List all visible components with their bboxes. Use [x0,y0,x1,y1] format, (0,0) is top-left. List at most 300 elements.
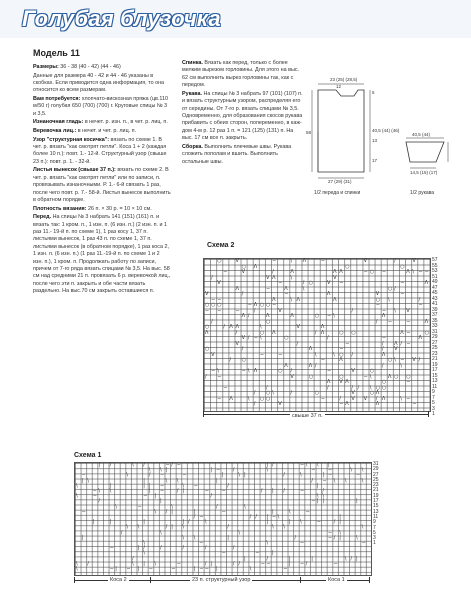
stitch-symbol: \ [400,362,402,369]
stitch-symbol: \ [314,351,317,358]
stitch-symbol: − [328,529,333,536]
stitch-symbol: / [253,401,256,407]
stitch-symbol: / [339,395,341,402]
stitch-symbol: \ [154,560,157,567]
stitch-symbol: \ [259,335,262,341]
stitch-symbol: Λ [229,324,233,330]
stitch-symbol: \ [300,472,302,479]
schematic-label: 40,5 (44) (46) [372,128,400,133]
stitch-symbol: | [216,566,218,572]
stitch-symbol: \ [333,351,335,358]
stitch-symbol: ○ [369,368,375,374]
stitch-symbol: \ [394,307,396,314]
row-number: 31 [373,461,379,467]
stitch-symbol: | [193,508,196,515]
stitch-symbol: | [137,545,140,552]
stitch-symbol: − [388,318,393,325]
stitch-symbol: | [339,519,341,526]
scheme-2-row-numbers [432,258,450,418]
stitch-symbol: V [278,401,282,407]
stitch-symbol: Λ [235,285,239,292]
stitch-symbol: \ [176,477,179,484]
stitch-symbol: ○ [205,346,210,352]
stitch-symbol: | [272,550,274,557]
stitch-symbol: ○ [284,335,289,341]
stitch-symbol: \ [302,285,305,292]
stitch-symbol: − [406,395,411,402]
stitch-symbol: \ [109,488,112,494]
stitch-symbol: ○ [266,318,271,325]
stitch-symbol: | [109,519,112,526]
stitch-symbol: ○ [308,373,314,380]
instruction-paragraph [182,60,304,90]
instruction-heading: Вам потребуется: [33,96,81,102]
model-heading: Модель 11 [33,48,80,58]
stitch-symbol: / [266,384,268,391]
stitch-symbol: / [241,291,244,297]
instruction-text: хлопчато-вискозная пряжа (цв.110 м/50 г) голубая 650 (700) (700) г. Круговые спицы № 3 и 3,5. [33,96,168,117]
stitch-symbol: \ [272,524,274,531]
stitch-symbol: V [333,274,337,281]
stitch-symbol: / [143,462,145,468]
stitch-symbol: / [322,488,325,494]
stitch-symbol: \ [259,324,262,330]
row-number: 1 [373,540,376,547]
stitch-symbol: Λ [424,280,429,286]
stitch-symbol: − [327,313,332,319]
stitch-symbol: − [235,307,240,314]
stitch-symbol: \ [288,508,291,515]
stitch-symbol: Λ [375,401,380,407]
stitch-symbol: − [221,488,226,494]
instruction-text: Вязать как перед, только с более мелким вырезом горловины. Для этого на выс. 62 см выполнить вырез горловины так, как с передом. [182,60,300,89]
stitch-symbol: / [381,362,384,369]
stitch-symbol: | [311,555,313,562]
row-number: 13 [373,508,379,515]
stitch-symbol: Λ [394,340,398,347]
scheme-1-grid [74,462,372,576]
stitch-symbol: \ [277,514,280,520]
stitch-symbol: ○ [351,329,356,336]
stitch-symbol: / [400,340,402,347]
stitch-symbol: − [205,307,210,314]
stitch-symbol: \ [182,482,185,489]
stitch-symbol: \ [305,462,308,468]
row-number: 45 [432,290,438,296]
stitch-symbol: / [188,519,190,526]
stitch-symbol: | [143,519,145,526]
scheme-2-bracket-tick [203,411,204,417]
instruction-paragraph [33,214,171,295]
stitch-symbol: ○ [314,390,320,396]
stitch-symbol: − [266,285,271,292]
instruction-heading: Размеры: [33,64,59,70]
stitch-symbol: | [339,534,341,541]
stitch-symbol: | [193,566,196,572]
stitch-symbol: − [363,373,368,380]
stitch-symbol: − [160,482,165,489]
stitch-symbol: \ [361,524,364,531]
stitch-symbol: / [98,498,101,505]
stitch-symbol: Λ [333,269,337,275]
stitch-symbol: Λ [381,351,386,358]
stitch-symbol: ○ [345,263,350,270]
stitch-symbol: / [255,514,257,520]
stitch-symbol: − [211,368,216,374]
stitch-symbol: ○ [369,390,375,396]
stitch-symbol: | [288,519,291,526]
stitch-symbol: | [81,534,84,541]
stitch-symbol: − [216,467,221,474]
stitch-symbol: ○ [259,395,265,402]
stitch-symbol: ○ [241,263,246,270]
stitch-symbol: − [272,514,277,520]
stitch-symbol: / [283,488,285,494]
row-number: 23 [432,350,438,357]
row-number: 19 [373,492,379,499]
stitch-symbol: \ [283,524,285,531]
instruction-heading: Узор "структурная косичка": [33,136,110,143]
schematic-label: 14,5 (15) (17) [410,170,438,175]
stitch-symbol: \ [165,477,168,484]
stitch-symbol: / [394,258,396,264]
row-number: 49 [432,279,438,285]
stitch-symbol: − [356,472,361,479]
stitch-symbol: − [182,472,187,479]
stitch-symbol: − [176,462,181,468]
stitch-symbol: | [148,482,151,489]
schematic-label: 17 [372,158,378,163]
stitch-symbol: / [223,324,225,330]
stitch-symbol: V [241,335,246,341]
stitch-symbol: − [278,351,283,358]
row-number: 29 [432,334,438,340]
stitch-symbol: / [205,373,207,380]
stitch-symbol: V [375,291,380,297]
stitch-symbol: \ [76,560,78,567]
stitch-symbol: Λ [327,379,331,385]
stitch-symbol: \ [316,462,319,468]
stitch-symbol: / [333,519,336,526]
stitch-symbol: V [351,395,355,402]
stitch-symbol: − [339,280,344,286]
stitch-symbol: / [302,280,305,286]
stitch-symbol: V [266,274,270,281]
scheme-1-caption-center: 23 п. структурный узор [192,577,251,583]
stitch-symbol: \ [400,395,402,402]
stitch-symbol: \ [143,540,145,546]
row-number: 7 [373,524,376,531]
row-number: 11 [432,383,438,390]
stitch-symbol: \ [204,519,207,526]
stitch-symbol: − [199,514,204,520]
stitch-symbol: \ [132,462,134,468]
stitch-symbol: | [160,498,162,505]
row-number: 51 [432,273,438,280]
schematic-label: 13 [372,138,378,143]
stitch-symbol: \ [333,477,336,484]
stitch-symbol: / [176,488,179,494]
stitch-symbol: \ [126,524,129,531]
stitch-symbol: ○ [259,302,265,308]
scheme-2-title: Схема 2 [207,242,235,249]
instructions-column-2 [182,60,304,167]
stitch-symbol: / [165,524,168,531]
stitch-symbol: \ [76,493,78,500]
instruction-heading: Сборка. [182,143,203,150]
stitch-symbol: − [176,560,181,567]
instruction-heading: Изнаночная гладь: [33,119,84,126]
instruction-paragraph [33,128,171,135]
stitch-symbol: ○ [406,373,411,380]
stitch-symbol: ○ [375,384,381,391]
stitch-symbol: Λ [418,335,422,341]
row-number: 41 [432,301,438,307]
stitch-symbol: − [165,462,170,468]
stitch-symbol: Λ [339,357,343,363]
stitch-symbol: Λ [327,291,331,297]
stitch-symbol: | [210,467,213,474]
stitch-symbol: − [406,318,411,325]
stitch-symbol: Λ [284,362,288,369]
stitch-symbol: V [241,269,246,275]
stitch-symbol: − [255,550,260,557]
stitch-symbol: − [199,540,204,546]
stitch-symbol: Λ [345,379,349,385]
stitch-symbol: \ [339,529,341,536]
stitch-symbol: − [300,462,305,468]
stitch-symbol: Λ [302,258,307,264]
scheme-1-bracket-tick [369,577,370,583]
stitch-symbol: / [418,357,421,363]
stitch-symbol: / [272,462,274,468]
row-number: 17 [432,367,438,373]
stitch-symbol: \ [76,566,78,572]
stitch-symbol: / [210,493,213,500]
scheme-1-caption-right: Коса 1 [328,577,345,583]
stitch-symbol: | [356,555,358,562]
stitch-symbol: / [238,560,241,567]
stitch-symbol: | [288,555,291,562]
stitch-symbol: − [137,503,142,510]
row-number: 5 [432,400,435,406]
stitch-symbol: V [211,351,215,358]
instruction-text: в нечет. и чет. р. лиц. п. [76,128,137,134]
stitch-symbol: Λ [381,313,386,319]
stitch-symbol: \ [160,529,162,536]
stitch-symbol: \ [344,555,347,562]
stitch-symbol: | [143,560,145,567]
row-number: 57 [432,257,438,263]
stitch-symbol: − [305,508,310,515]
instruction-paragraph [33,119,171,126]
row-number: 21 [432,356,438,362]
stitch-symbol: Λ [381,395,386,402]
stitch-symbol: / [148,472,151,479]
stitch-symbol: | [322,472,325,479]
instruction-text: Данные для размера 40 - 42 и 44 - 46 указаны в скобках. Если приводится одна информация, то она относится ко всем размерам. [33,72,165,94]
stitch-symbol: \ [361,467,364,474]
stitch-symbol: / [216,503,218,510]
stitch-symbol: Λ [296,296,300,303]
stitch-symbol: ○ [314,313,320,319]
stitch-symbol: / [160,545,162,552]
stitch-symbol: | [227,534,229,541]
stitch-symbol: \ [238,529,241,536]
stitch-symbol: Λ [253,263,258,270]
stitch-symbol: / [204,560,207,567]
stitch-symbol: / [351,351,354,358]
instruction-heading: Веревочка лиц.: [33,128,77,134]
stitch-symbol: Λ [406,269,410,275]
stitch-symbol: \ [356,534,358,541]
stitch-symbol: − [221,508,226,515]
stitch-symbol: ○ [339,373,344,380]
stitch-symbol: ○ [424,329,429,336]
stitch-symbol: V [351,390,355,396]
stitch-symbol: \ [193,534,196,541]
stitch-symbol: \ [333,313,335,319]
stitch-symbol: ○ [400,263,405,270]
stitch-symbol: Λ [339,269,343,275]
stitch-symbol: − [81,472,86,479]
stitch-symbol: − [320,258,326,264]
instruction-text: 36 - 38 (40 - 42) (44 - 46) [58,64,121,70]
stitch-symbol: − [199,566,204,572]
stitch-symbol: − [266,560,271,567]
stitch-symbol: \ [350,467,353,474]
schematic-label: 23 (25) (28,5) [330,77,358,82]
stitch-symbol: | [148,488,151,494]
stitch-symbol: V [363,395,368,402]
stitch-symbol: \ [412,269,415,275]
stitch-symbol: / [253,307,256,314]
stitch-symbol: / [305,560,308,567]
stitch-symbol: − [381,269,387,275]
stitch-symbol: − [320,357,326,363]
stitch-symbol: Λ [253,368,258,374]
stitch-symbol: | [137,566,140,572]
instruction-paragraph [33,64,171,71]
instruction-paragraph [33,73,171,95]
stitch-symbol: \ [171,503,173,510]
stitch-symbol: / [351,307,354,314]
row-number: 35 [432,317,438,324]
stitch-symbol: − [333,560,338,567]
row-number: 9 [432,389,435,395]
row-number: 7 [432,394,435,401]
stitch-symbol: V [205,291,209,297]
stitch-symbol: ○ [217,302,222,308]
stitch-symbol: | [182,519,185,526]
scheme-1-bracket-tick [150,577,151,583]
stitch-symbol: Λ [388,373,392,380]
stitch-symbol: | [266,519,269,526]
stitch-symbol: \ [290,296,293,303]
stitch-symbol: V [296,324,300,330]
stitch-symbol: \ [369,373,372,380]
stitch-symbol: / [211,318,213,325]
stitch-symbol: | [92,519,95,526]
stitch-symbol: / [314,329,317,336]
scheme-1-row-numbers [373,462,391,547]
stitch-symbol: − [204,488,209,494]
stitch-symbol: ○ [308,280,314,286]
stitch-symbol: / [229,357,232,363]
stitch-symbol: \ [87,477,89,484]
stitch-symbol: ○ [339,351,344,358]
row-number: 15 [432,372,438,379]
stitch-symbol: / [249,514,252,520]
stitch-symbol: − [171,566,176,572]
stitch-symbol: / [87,560,89,567]
stitch-symbol: \ [143,550,145,557]
stitch-symbol: / [227,524,229,531]
pattern-schematic [306,72,466,212]
stitch-symbol: Λ [266,313,270,319]
stitch-symbol: / [232,545,235,552]
stitch-symbol: − [328,467,333,474]
stitch-symbol: \ [249,566,252,572]
stitch-symbol: / [296,340,299,347]
stitch-symbol: \ [247,368,250,374]
stitch-symbol: | [115,566,117,572]
scheme-1-bracket-tick [74,577,75,583]
schematic-label: 5 [372,90,375,95]
instruction-text: 26 п. × 30 р. = 10 × 10 см. [86,205,152,212]
stitch-symbol: ○ [381,379,387,385]
stitch-symbol: Λ [308,362,313,369]
row-number: 3 [373,535,376,542]
stitch-symbol: − [109,566,114,572]
instruction-text: На спицы № 3 набрать 141 (151) (161) п. и вязать так: 1 кром. п., 1 изн. п. (6 изн. п.) (2 изн. п. и 1 раз 11.- 19-й п. по схеме 1), 1 раз косу 1, 37 п. листьями вынесок, 1 раз 43 п. по схеме 1, 37 п. листьями вынесок (в обратном порядке), 1 раз коса 2, 1 изн. п. (6 изн. п.) (1 раз 11.-19-й п. по схеме 1 и 2 изн. п.), 1 кром. п. Продолжать работу по записи, причем от 7-го ряда вязать спицами № 3,5. На выс. 58 см над средними 21 п. провязать 6 р. веревочкой лиц., после чего эти п. закрыть и обе части вязать раздельно. На выс.70 см закрыть оставшиеся п. [33,214,171,295]
stitch-symbol: − [278,280,283,286]
stitch-symbol: / [394,285,396,292]
stitch-symbol: ○ [381,384,387,391]
schematic-label: 58 [306,130,312,135]
stitch-symbol: \ [247,395,250,402]
stitch-symbol: \ [272,390,274,396]
page-title: Голубая блузочка [22,6,221,31]
stitch-symbol: Λ [375,390,380,396]
stitch-symbol: | [143,482,145,489]
instruction-text: На спицы № 3 набрать 97 (101) (107) п. и вязать структурным узором, распределяя его от середины. От 7-го р. вязать спицами № 3,5. Одновременно, для образования скосов рукава прибавить с обеих сторон, попеременно, в каждом 4-м р. 12 раз 1 п. = 121 (125) (131) п. На выс. 17 см все п. закрыть. [182,90,303,142]
row-number: 5 [373,529,376,536]
stitch-symbol: | [266,462,269,468]
stitch-symbol: − [381,307,387,314]
stitch-symbol: | [210,560,213,567]
scheme-2-caption: свыше 37 п. [292,413,323,419]
stitch-symbol: − [253,335,258,341]
stitch-symbol: \ [182,534,185,541]
stitch-symbol: Λ [290,313,294,319]
stitch-symbol: \ [266,540,269,546]
stitch-symbol: − [418,269,423,275]
stitch-symbol: − [322,477,327,484]
stitch-symbol: / [351,384,354,391]
stitch-symbol: ○ [266,302,271,308]
stitch-symbol: − [339,346,344,352]
stitch-symbol: \ [300,519,302,526]
stitch-symbol: | [288,560,291,567]
stitch-symbol: | [328,462,330,468]
stitch-symbol: − [241,368,246,374]
stitch-symbol: V [235,340,239,347]
stitch-symbol: − [160,488,165,494]
stitch-symbol: | [171,524,173,531]
stitch-symbol: ○ [375,296,381,303]
stitch-symbol: ○ [266,390,271,396]
